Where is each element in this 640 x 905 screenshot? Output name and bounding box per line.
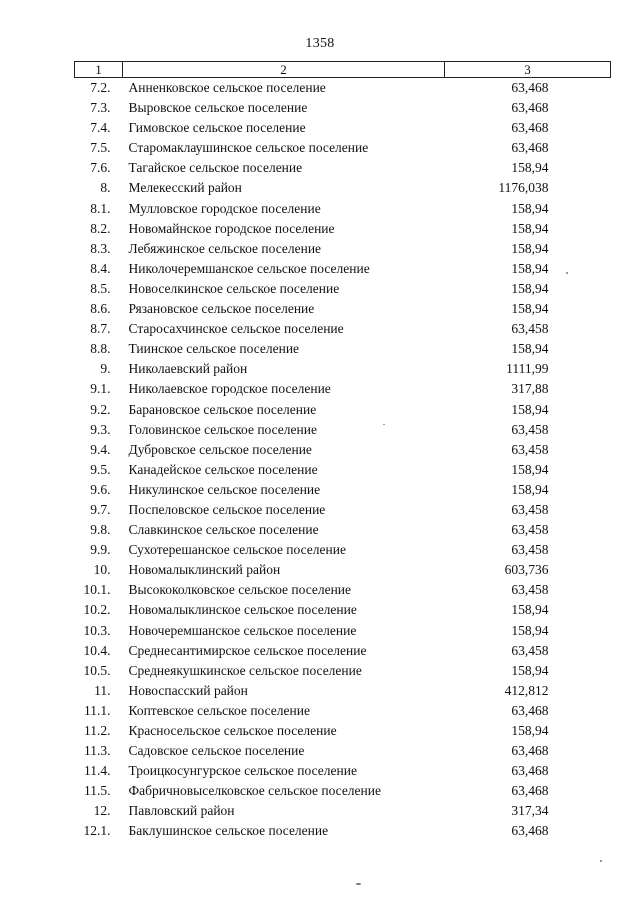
table-row bbox=[75, 158, 611, 178]
row-number: 7.4. bbox=[90, 120, 111, 136]
row-value: 63,468 bbox=[511, 763, 549, 779]
row-number: 12.1. bbox=[83, 823, 111, 839]
row-name: Красносельское сельское поселение bbox=[128, 723, 337, 738]
row-number: 7.2. bbox=[90, 80, 111, 95]
row-number: 9.7. bbox=[90, 501, 111, 517]
row-number: 7.5. bbox=[90, 140, 111, 156]
row-value: 158,94 bbox=[511, 240, 549, 256]
row-value: 63,458 bbox=[511, 321, 549, 337]
row-number: 10.2. bbox=[83, 602, 111, 618]
row-value: 317,88 bbox=[511, 381, 549, 397]
row-name: Выровское сельское поселение bbox=[128, 100, 308, 116]
table-row bbox=[75, 420, 611, 440]
row-name: Троицкосунгурское сельское поселение bbox=[128, 763, 357, 779]
scan-speck bbox=[383, 424, 385, 425]
row-number: 8.3. bbox=[90, 240, 111, 256]
row-name: Новочеремшанское сельское поселение bbox=[128, 622, 357, 638]
row-number: 9.2. bbox=[90, 401, 111, 417]
column-header-number: 1 bbox=[75, 62, 123, 78]
row-name: Анненковское сельское поселение bbox=[128, 80, 326, 95]
table-row bbox=[75, 801, 611, 821]
row-number: 8. bbox=[100, 180, 111, 196]
row-name: Сухотерешанское сельское поселение bbox=[128, 542, 346, 558]
row-value: 1176,038 bbox=[498, 180, 549, 196]
table-row bbox=[75, 821, 611, 841]
scan-speck bbox=[356, 883, 361, 885]
table-row bbox=[75, 721, 611, 741]
row-value: 158,94 bbox=[511, 341, 549, 357]
row-number: 9.4. bbox=[90, 441, 111, 457]
table-row bbox=[75, 540, 611, 560]
table-row bbox=[75, 138, 611, 158]
row-number: 10. bbox=[93, 562, 111, 578]
table-row bbox=[75, 219, 611, 239]
row-value: 63,468 bbox=[511, 80, 549, 95]
table-row bbox=[75, 339, 611, 359]
row-name: Николочеремшанское сельское поселение bbox=[128, 260, 370, 276]
row-name: Никулинское сельское поселение bbox=[128, 481, 321, 497]
row-value: 158,94 bbox=[511, 481, 549, 497]
row-number: 12. bbox=[93, 803, 111, 819]
table-row bbox=[75, 681, 611, 701]
table-row bbox=[75, 400, 611, 420]
row-name: Тагайское сельское поселение bbox=[128, 160, 303, 176]
row-number: 8.6. bbox=[90, 301, 111, 317]
row-name: Новоселкинское сельское поселение bbox=[128, 280, 340, 296]
row-number: 11. bbox=[94, 682, 111, 698]
row-name: Среднесантимирское сельское поселение bbox=[128, 642, 367, 658]
row-number: 9.1. bbox=[90, 381, 111, 397]
row-number: 11.5. bbox=[84, 783, 111, 799]
table-row bbox=[75, 299, 611, 319]
row-value: 63,468 bbox=[511, 823, 549, 839]
row-name: Лебяжинское сельское поселение bbox=[128, 240, 322, 256]
row-value: 158,94 bbox=[511, 622, 549, 638]
row-number: 8.8. bbox=[90, 341, 111, 357]
row-name: Гимовское сельское поселение bbox=[128, 120, 306, 136]
row-value: 158,94 bbox=[511, 220, 549, 236]
row-value: 63,468 bbox=[511, 783, 549, 799]
table-row bbox=[75, 641, 611, 661]
table-row bbox=[75, 98, 611, 118]
table-header bbox=[75, 62, 611, 78]
row-value: 158,94 bbox=[511, 280, 549, 296]
row-value: 158,94 bbox=[511, 461, 549, 477]
row-name: Новомайнское городское поселение bbox=[128, 220, 335, 236]
header-row bbox=[75, 62, 611, 78]
table-row bbox=[75, 580, 611, 600]
table-row bbox=[75, 239, 611, 259]
row-number: 11.3. bbox=[84, 743, 111, 759]
row-name: Старомаклаушинское сельское поселение bbox=[128, 140, 369, 156]
row-value: 63,468 bbox=[511, 743, 549, 759]
row-name: Высококолковское сельское поселение bbox=[128, 582, 352, 598]
row-name: Тиинское сельское поселение bbox=[128, 341, 300, 357]
row-number: 10.3. bbox=[83, 622, 111, 638]
row-number: 9.9. bbox=[90, 542, 111, 558]
row-name: Канадейское сельское поселение bbox=[128, 461, 318, 477]
row-number: 11.2. bbox=[84, 723, 111, 738]
table-body bbox=[75, 78, 611, 842]
table-row bbox=[75, 379, 611, 399]
table-row bbox=[75, 319, 611, 339]
row-name: Головинское сельское поселение bbox=[128, 421, 317, 437]
row-number: 11.4. bbox=[84, 763, 111, 779]
table-row bbox=[75, 199, 611, 219]
table-row bbox=[75, 520, 611, 540]
row-name: Павловский район bbox=[128, 803, 235, 819]
row-name: Николаевское городское поселение bbox=[128, 381, 331, 397]
row-name: Рязановское сельское поселение bbox=[128, 301, 315, 317]
table-row bbox=[75, 621, 611, 641]
row-name: Садовское сельское поселение bbox=[128, 743, 305, 759]
table-row bbox=[75, 460, 611, 480]
table-row bbox=[75, 500, 611, 520]
row-number: 9.5. bbox=[90, 461, 111, 477]
row-value: 158,94 bbox=[511, 602, 549, 618]
table-row bbox=[75, 359, 611, 379]
row-name: Мулловское городское поселение bbox=[128, 200, 321, 216]
row-number: 8.2. bbox=[90, 220, 111, 236]
row-number: 9.8. bbox=[90, 522, 111, 538]
column-header-value: 3 bbox=[445, 62, 611, 78]
table-row bbox=[75, 78, 611, 99]
row-value: 158,94 bbox=[511, 160, 549, 176]
row-name: Фабричновыселковское сельское поселение bbox=[128, 783, 381, 799]
page-number: 1358 bbox=[305, 36, 335, 51]
row-value: 158,94 bbox=[511, 200, 549, 216]
table-row bbox=[75, 440, 611, 460]
table-row bbox=[75, 118, 611, 138]
row-value: 158,94 bbox=[511, 301, 549, 317]
row-value: 63,458 bbox=[511, 501, 549, 517]
row-number: 7.6. bbox=[90, 160, 111, 176]
row-value: 158,94 bbox=[511, 260, 549, 276]
table-row bbox=[75, 701, 611, 721]
row-value: 63,458 bbox=[511, 582, 549, 598]
row-name: Коптевское сельское поселение bbox=[128, 702, 310, 718]
row-name: Поспеловское сельское поселение bbox=[128, 501, 326, 517]
row-number: 10.4. bbox=[83, 642, 111, 658]
row-value: 317,34 bbox=[511, 803, 549, 819]
row-number: 7.3. bbox=[90, 100, 111, 116]
row-value: 158,94 bbox=[511, 723, 549, 738]
row-number: 8.5. bbox=[90, 280, 111, 296]
row-number: 8.1. bbox=[90, 200, 111, 216]
row-value: 63,458 bbox=[511, 421, 549, 437]
table-row bbox=[75, 781, 611, 801]
row-value: 63,468 bbox=[511, 100, 549, 116]
table-row bbox=[75, 761, 611, 781]
row-value: 63,468 bbox=[511, 140, 549, 156]
row-name: Новомалыклинский район bbox=[128, 562, 281, 578]
row-value: 63,458 bbox=[511, 642, 549, 658]
row-name: Среднеякушкинское сельское поселение bbox=[128, 662, 362, 678]
row-number: 10.1. bbox=[83, 582, 111, 598]
row-name: Баклушинское сельское поселение bbox=[128, 823, 329, 839]
row-number: 9.3. bbox=[90, 421, 111, 437]
row-name: Барановское сельское поселение bbox=[128, 401, 317, 417]
table-row bbox=[75, 600, 611, 620]
row-name: Старосахчинское сельское поселение bbox=[128, 321, 344, 337]
row-name: Новомалыклинское сельское поселение bbox=[128, 602, 357, 618]
table-row bbox=[75, 279, 611, 299]
row-value: 158,94 bbox=[511, 662, 549, 678]
row-value: 63,458 bbox=[511, 542, 549, 558]
table-row bbox=[75, 741, 611, 761]
row-name: Николаевский район bbox=[128, 361, 248, 377]
row-number: 8.4. bbox=[90, 260, 111, 276]
table-row bbox=[75, 259, 611, 279]
row-value: 1111,99 bbox=[506, 361, 549, 377]
row-name: Мелекесский район bbox=[128, 180, 242, 196]
row-number: 8.7. bbox=[90, 321, 111, 337]
scan-speck bbox=[600, 860, 602, 862]
allocation-table bbox=[74, 61, 611, 842]
row-value: 63,458 bbox=[511, 522, 549, 538]
scan-speck bbox=[566, 272, 568, 274]
column-header-name: 2 bbox=[123, 62, 445, 78]
row-value: 603,736 bbox=[504, 562, 549, 578]
row-value: 412,812 bbox=[504, 682, 549, 698]
table-row bbox=[75, 480, 611, 500]
row-value: 63,468 bbox=[511, 120, 549, 136]
table-row bbox=[75, 560, 611, 580]
row-value: 63,468 bbox=[511, 702, 549, 718]
row-number: 9. bbox=[100, 361, 111, 377]
row-name: Славкинское сельское поселение bbox=[128, 522, 319, 538]
row-number: 10.5. bbox=[83, 662, 111, 678]
row-number: 9.6. bbox=[90, 481, 111, 497]
table-row bbox=[75, 178, 611, 198]
row-value: 63,458 bbox=[511, 441, 549, 457]
row-name: Новоспасский район bbox=[128, 682, 248, 698]
table-row bbox=[75, 661, 611, 681]
row-value: 158,94 bbox=[511, 401, 549, 417]
row-number: 11.1. bbox=[84, 702, 111, 718]
row-name: Дубровское сельское поселение bbox=[128, 441, 312, 457]
